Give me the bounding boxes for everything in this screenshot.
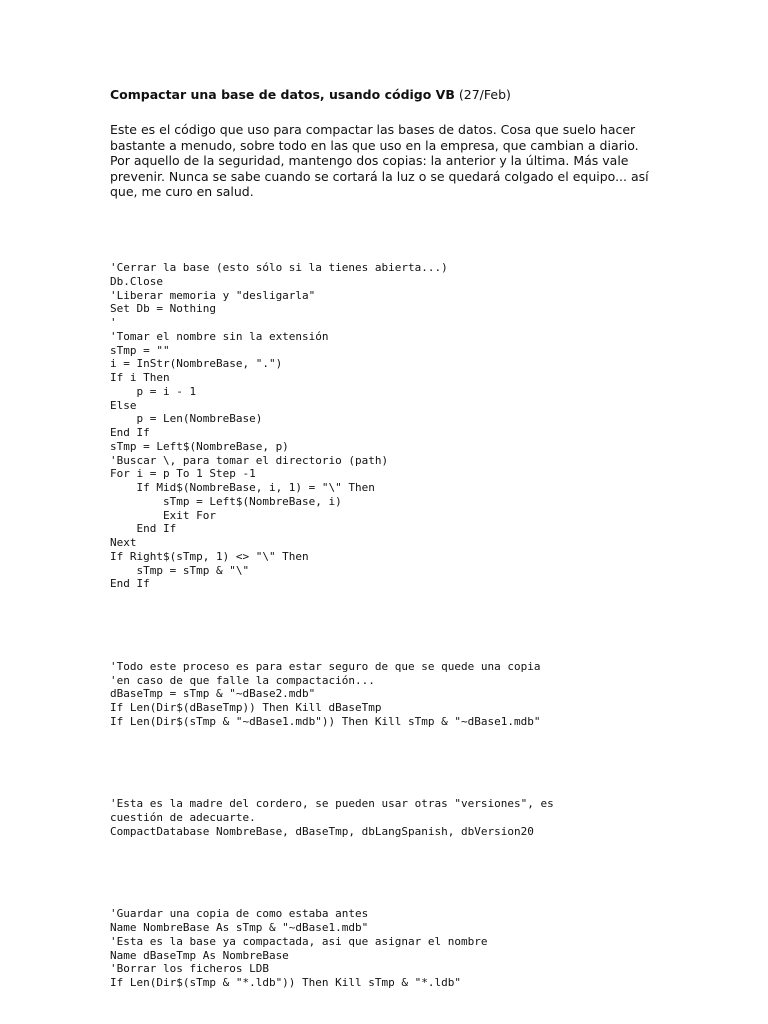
code-block-compact: 'Esta es la madre del cordero, se pueden usar otras "versiones", es cuestión de adecuarte. CompactDatabase NombreBase, dBaseTmp, dbLangSpanish, dbVersion20: [110, 797, 554, 838]
intro-paragraph-2: Por aquello de la seguridad, mantengo dos copias: la anterior y la última. Más vale prevenir. Nunca se sabe cuando se cortará la luz o se quedará colgado el equipo... así que, me curo en salud.: [110, 153, 649, 199]
code-block-close-and-path: 'Cerrar la base (esto sólo si la tienes abierta...) Db.Close 'Liberar memoria y "desligarla" Set Db = Nothing ' 'Tomar el nombre sin la extensión sTmp = "" i = InStr(NombreBase, ".") If i Then p = i - 1 Else p = Len(NombreBase) End If sTmp = Left$(NombreBase, p) 'Buscar \, para tomar el directorio (path) For i = p To 1 Step -1 If Mid$(NombreBase, i, 1) = "\" Then sTmp = Left$(NombreBase, i) Exit For End If Next If Right$(sTmp, 1) <> "\" Then sTmp = sTmp & "\" End If: [110, 261, 448, 591]
article-title: Compactar una base de datos, usando código VB: [110, 87, 455, 102]
document-page: [110, 86, 670, 1017]
intro-text: [110, 122, 670, 200]
code-gap: [110, 866, 670, 880]
article-date: (27/Feb): [458, 87, 511, 102]
code-gap: [110, 756, 670, 770]
code-block-backup: 'Todo este proceso es para estar seguro de que se quede una copia 'en caso de que falle la compactación... dBaseTmp = sTmp & "~dBase2.mdb" If Len(Dir$(dBaseTmp)) Then Kill dBaseTmp If Len(Dir$(sTmp & "~dBase1.mdb")) Then Kill sTmp & "~dBase1.mdb": [110, 659, 541, 728]
article-title-line: [110, 86, 670, 104]
code-block-rename: 'Guardar una copia de como estaba antes Name NombreBase As sTmp & "~dBase1.mdb" 'Esta es la base ya compactada, asi que asignar el nombre Name dBaseTmp As NombreBase 'Borrar los ficheros LDB If Len(Dir$(sTmp & "*.ldb")) Then Kill sTmp & "*.ldb": [110, 907, 488, 989]
code-listing: [110, 234, 670, 1018]
code-gap: [110, 619, 670, 633]
intro-paragraph-1: Este es el código que uso para compactar las bases de datos. Cosa que suelo hacer bastante a menudo, sobre todo en las que uso en la empresa, que cambian a diario.: [110, 122, 639, 153]
